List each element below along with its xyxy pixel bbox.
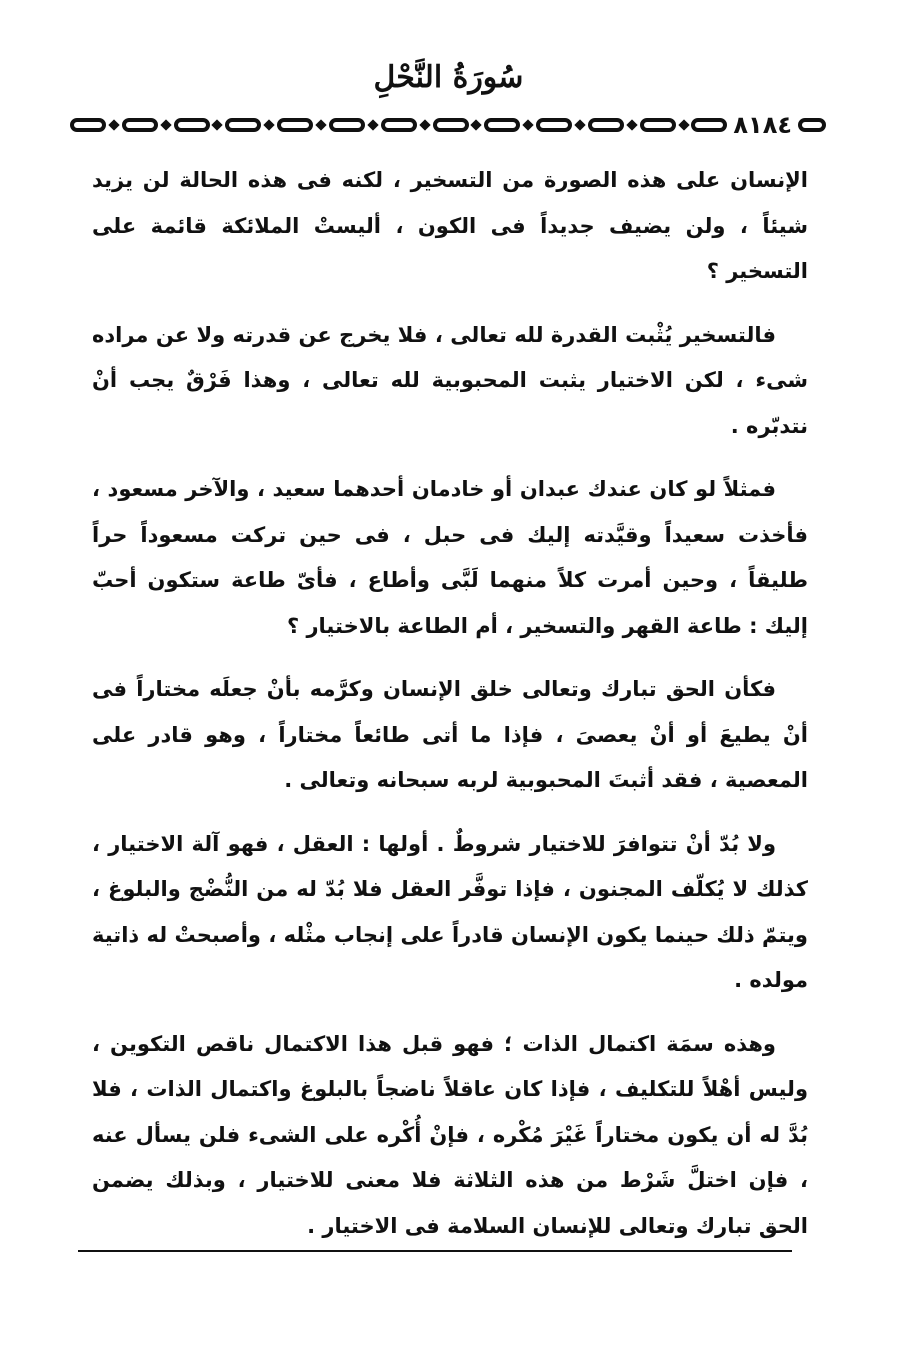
ornament-diamond [419, 119, 430, 130]
paragraph-5: ولا بُدّ أنْ تتوافرَ للاختيار شروطٌ . أولها : العقل ، فهو آلة الاختيار ، كذلك لا يُكلّف المجنون ، فإذا توفَّر العقل فلا بُدّ له من النُّضْج والبلوغ ، ويتمّ ذلك حينما يكون الإنسان قادراً على إنجاب مثْله ، وأصبحتْ له ذاتية مولده . [92, 831, 808, 992]
paragraph-3: فمثلاً لو كان عندك عبدان أو خادمان أحدهما سعيد ، والآخر مسعود ، فأخذت سعيداً وقيَّدته إليك فى حبل ، فى حين تركت مسعوداً حراً طليقاً ، وحين أمرت كلاً منهما لَبَّى وأطاع ، فأىّ طاعة ستكون أحبّ إليك : طاعة القهر والتسخير ، أم الطاعة بالاختيار ؟ [92, 477, 808, 638]
page-number: ٨١٨٤ [733, 111, 792, 139]
ornament-link [122, 118, 158, 132]
ornament-link [225, 118, 261, 132]
ornament-link [484, 118, 520, 132]
body-text [92, 158, 808, 1267]
ornament-diamond [108, 119, 119, 130]
surah-title: سُورَةُ النَّحْلِ [373, 60, 524, 95]
ornament-diamond [264, 119, 275, 130]
paragraph-2: فالتسخير يُثْبت القدرة لله تعالى ، فلا يخرج عن قدرته ولا عن مراده شىء ، لكن الاختيار يثبت المحبوبية لله تعالى ، وهذا فَرْقٌ يجب أنْ نتدبّره . [92, 322, 808, 438]
ornament-link [277, 118, 313, 132]
paragraph-6: وهذه سمَة اكتمال الذات ؛ فهو قبل هذا الاكتمال ناقص التكوين ، وليس أهْلاً للتكليف ، فإذا كان عاقلاً ناضجاً بالبلوغ واكتمال الذات ، فلا بُدَّ له أن يكون مختاراً غَيْرَ مُكْره ، فإنْ أُكْره على الشىء فلن يسأل عنه ، فإن اختلَّ شَرْط من هذه الثلاثة فلا معنى للاختيار ، وبذلك يضمن الحق تبارك وتعالى للإنسان السلامة فى الاختيار . [92, 1031, 808, 1238]
ornament-diamond [471, 119, 482, 130]
ornament-link [640, 118, 676, 132]
ornament-diamond [626, 119, 637, 130]
ornament-diamond [367, 119, 378, 130]
ornament-diamond [523, 119, 534, 130]
paragraph-4: فكأن الحق تبارك وتعالى خلق الإنسان وكرَّمه بأنْ جعلَه مختاراً فى أنْ يطيعَ أو أنْ يعصىَ ، فإذا ما أتى طائعاً مختاراً ، وهو قادر على المعصية ، فقد أثبتَ المحبوبية لربه سبحانه وتعالى . [92, 677, 808, 792]
ornament-end-cap [798, 118, 826, 132]
ornament-link [174, 118, 210, 132]
ornament-diamond [574, 119, 585, 130]
ornament-link [536, 118, 572, 132]
paragraph-1: الإنسان على هذه الصورة من التسخير ، لكنه فى هذه الحالة لن يزيد شيئاً ، ولن يضيف جديداً فى الكون ، أليستْ الملائكة قائمة على التسخير ؟ [92, 168, 808, 283]
footer-rule [78, 1250, 792, 1252]
ornament-diamond [315, 119, 326, 130]
ornament-link [70, 118, 106, 132]
ornament-diamond [678, 119, 689, 130]
header-ornament [70, 112, 830, 138]
ornament-diamond [212, 119, 223, 130]
ornament-link [329, 118, 365, 132]
ornament-diamond [160, 119, 171, 130]
ornament-link [691, 118, 727, 132]
ornament-link [433, 118, 469, 132]
ornament-link [588, 118, 624, 132]
ornament-link [381, 118, 417, 132]
ornament-chain [70, 115, 727, 135]
